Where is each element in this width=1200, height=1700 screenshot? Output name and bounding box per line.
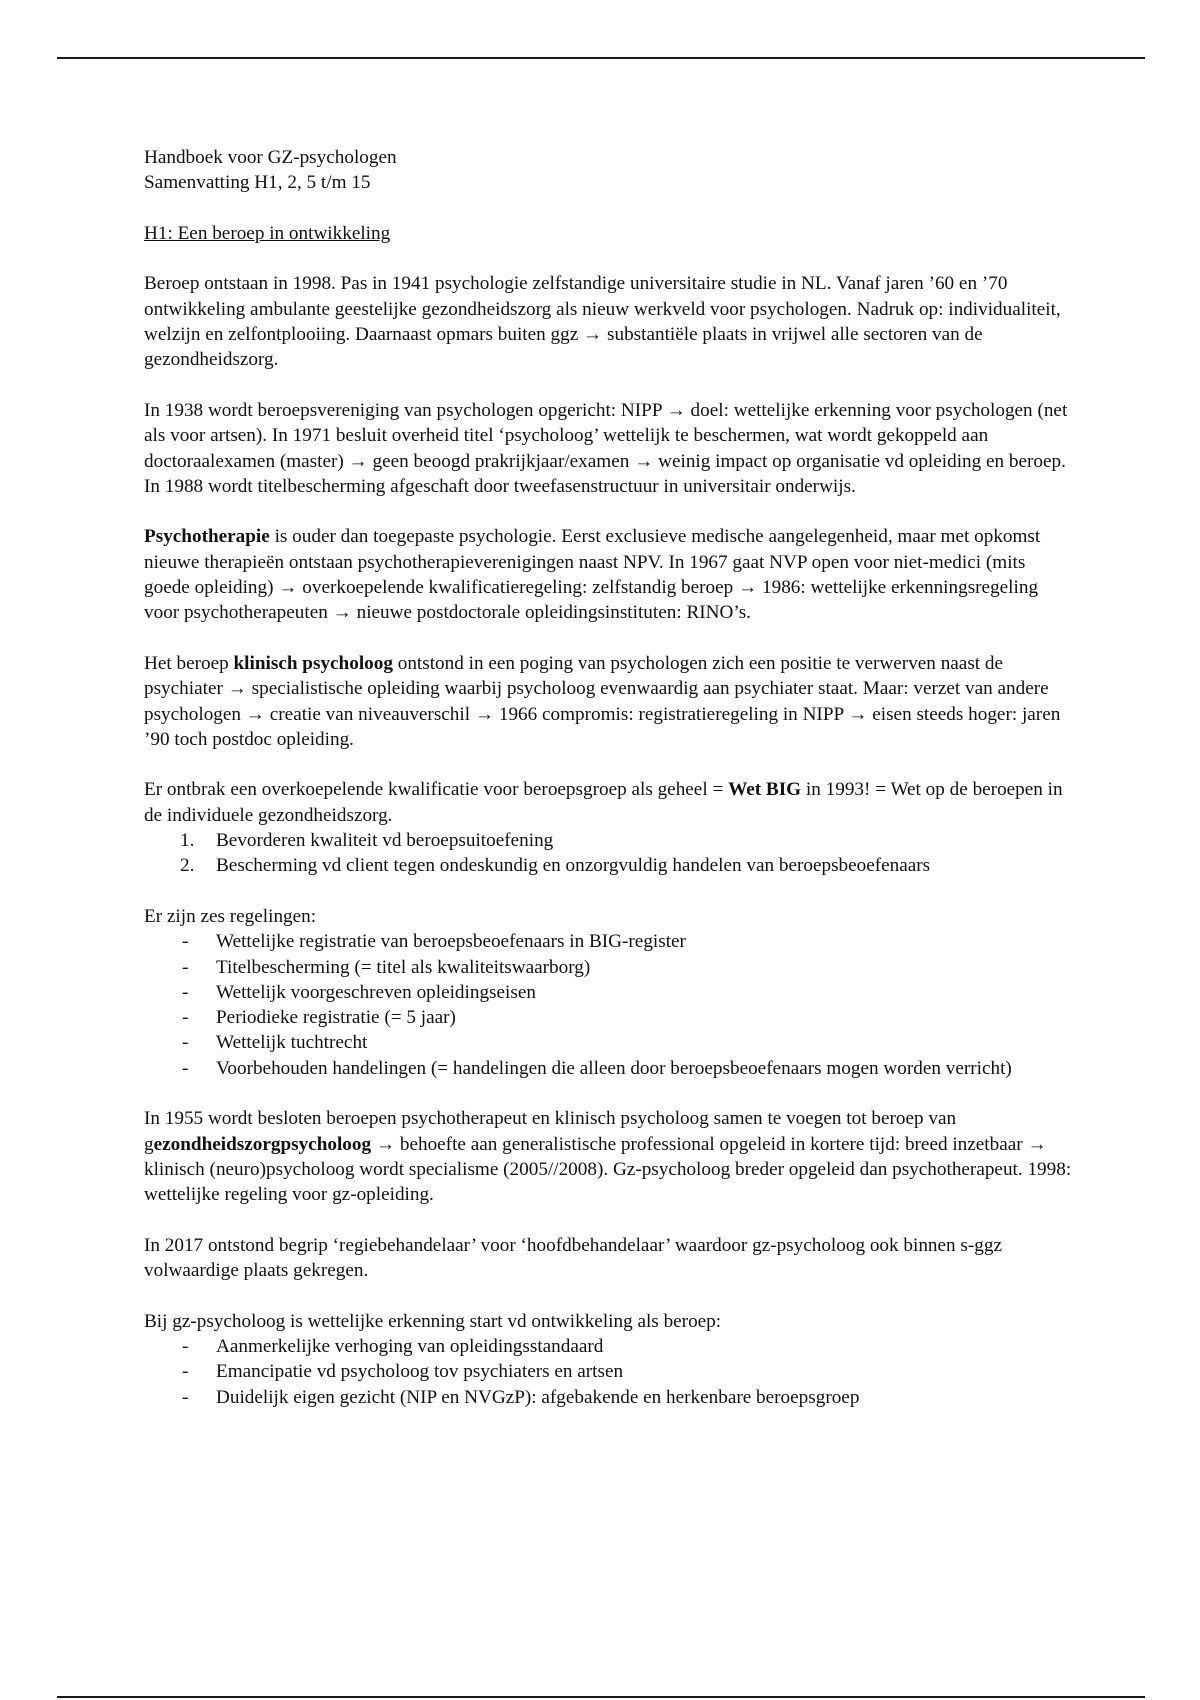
paragraph-klinisch-pre: Het beroep: [144, 652, 234, 674]
regelingen-list: [144, 929, 1074, 1081]
term-gezondheidszorgpsycholoog: ezondheidszorgpsycholoog: [153, 1133, 372, 1155]
list-dash: -: [182, 1386, 189, 1408]
paragraph-regelingen-intro: Er zijn zes regelingen:: [144, 905, 317, 927]
list-item-text: Wettelijk tuchtrecht: [216, 1032, 368, 1054]
list-item: [144, 853, 1074, 878]
list-dash: -: [182, 1032, 189, 1054]
page-top-rule: [57, 57, 1145, 59]
list-item: [144, 828, 1074, 853]
paragraph-gz-text: → behoefte aan generalistische professional opgeleid in kortere tijd: breed inzetbaar → klinisch (neuro)psycholoog wordt specialisme (2005//2008). Gz-psycholoog breder opgeleid dan psychotherapeut. 1998: wettelijke regeling voor gz-opleiding.: [144, 1133, 1072, 1206]
paragraph-regiebehandelaar: In 2017 ontstond begrip ‘regiebehandelaar’ voor ‘hoofdbehandelaar’ waardoor gz-psycholoog ook binnen s-ggz volwaardige plaats gekregen.: [144, 1234, 1002, 1282]
list-item-text: Aanmerkelijke verhoging van opleidingsstandaard: [216, 1335, 604, 1357]
list-item-text: Emancipatie vd psycholoog tov psychiaters en artsen: [216, 1361, 624, 1383]
list-dash: -: [182, 1361, 189, 1383]
term-wet-big: Wet BIG: [728, 779, 802, 801]
list-item: [144, 1030, 1074, 1055]
paragraph-erkenning-intro: Bij gz-psycholoog is wettelijke erkenning start vd ontwikkeling als beroep:: [144, 1310, 722, 1332]
document-body: [144, 145, 1074, 1410]
list-item-text: Bevorderen kwaliteit vd beroepsuitoefening: [216, 830, 554, 852]
list-item: [144, 1359, 1074, 1384]
doc-title-line2: Samenvatting H1, 2, 5 t/m 15: [144, 172, 371, 194]
list-item-text: Wettelijke registratie van beroepsbeoefenaars in BIG-register: [216, 931, 686, 953]
list-dash: -: [182, 1335, 189, 1357]
paragraph-wet-big: [144, 777, 1074, 828]
list-item-text: Bescherming vd client tegen ondeskundig en onzorgvuldig handelen van beroepsbeoefenaars: [216, 855, 931, 877]
list-item: [144, 980, 1074, 1005]
list-dash: -: [182, 956, 189, 978]
list-dash: -: [182, 1007, 189, 1029]
list-item-text: Wettelijk voorgeschreven opleidingseisen: [216, 981, 536, 1003]
paragraph-psychotherapie-text: is ouder dan toegepaste psychologie. Eerst exclusieve medische aangelegenheid, maar met opkomst nieuwe therapieën ontstaan psychotherapieverenigingen naast NPV. In 1967 gaat NVP open voor niet-medici (mits goede opleiding) → overkoepelende kwalificatieregeling: zelfstandig beroep → 1986: wettelijke erkenningsregeling voor psychotherapeuten → nieuwe postdoctorale opleidingsinstituten: RINO’s.: [144, 526, 1041, 624]
list-dash: -: [182, 931, 189, 953]
list-dash: -: [182, 981, 189, 1003]
list-item-text: Periodieke registratie (= 5 jaar): [216, 1007, 456, 1029]
paragraph-wet-big-pre: Er ontbrak een overkoepelende kwalificatie voor beroepsgroep als geheel =: [144, 779, 729, 801]
list-item-text: Voorbehouden handelingen (= handelingen die alleen door beroepsbeoefenaars mogen worden verricht): [216, 1057, 1012, 1079]
page-bottom-rule: [57, 1696, 1145, 1698]
paragraph-origin: Beroep ontstaan in 1998. Pas in 1941 psychologie zelfstandige universitaire studie in NL. Vanaf jaren ’60 en ’70 ontwikkeling ambulante geestelijke gezondheidszorg als nieuw werkveld voor psychologen. Nadruk op: individualiteit, welzijn en zelfontplooiing. Daarnaast opmars buiten ggz → substantiële plaats in vrijwel alle sectoren van de gezondheidszorg.: [144, 273, 1061, 371]
paragraph-nipp: In 1938 wordt beroepsvereniging van psychologen opgericht: NIPP → doel: wettelijke erkenning voor psychologen (net als voor artsen). In 1971 besluit overheid titel ‘psycholoog’ wettelijk te beschermen, wat wordt gekoppeld aan doctoraalexamen (master) → geen beoogd prakrijkjaar/examen → weinig impact op organisatie vd opleiding en beroep. In 1988 wordt titelbescherming afgeschaft door tweefasenstructuur in universitair onderwijs.: [144, 399, 1068, 497]
list-item: [144, 1005, 1074, 1030]
paragraph-psychotherapie: [144, 524, 1074, 625]
list-item: [144, 929, 1074, 954]
term-psychotherapie: Psychotherapie: [144, 526, 270, 548]
paragraph-gz-psycholoog: [144, 1106, 1074, 1207]
paragraph-klinisch-text: ontstond in een poging van psychologen zich een positie te verwerven naast de psychiater → specialistische opleiding waarbij psycholoog evenwaardig aan psychiater staat. Maar: verzet van andere psychologen → creatie van niveauverschil → 1966 compromis: registratieregeling in NIPP → eisen steeds hoger: jaren ’90 toch postdoc opleiding.: [144, 652, 1061, 750]
list-item: [144, 1056, 1074, 1081]
wet-big-goals-list: [144, 828, 1074, 879]
paragraph-klinisch-psycholoog: [144, 651, 1074, 752]
list-item: [144, 1385, 1074, 1410]
list-item: [144, 1334, 1074, 1359]
paragraph-wet-big-text: in 1993! = Wet op de beroepen in de individuele gezondheidszorg.: [144, 779, 1063, 826]
list-number: 2.: [180, 855, 195, 877]
doc-title-line1: Handboek voor GZ-psychologen: [144, 147, 397, 168]
term-klinisch-psycholoog: klinisch psycholoog: [233, 652, 393, 674]
list-number: 1.: [180, 830, 195, 852]
paragraph-gz-pre: In 1955 wordt besloten beroepen psychotherapeut en klinisch psycholoog samen te voegen tot beroep van g: [144, 1108, 957, 1155]
list-item-text: Duidelijk eigen gezicht (NIP en NVGzP): afgebakende en herkenbare beroepsgroep: [216, 1386, 860, 1408]
section-heading-h1: H1: Een beroep in ontwikkeling: [144, 222, 391, 244]
list-dash: -: [182, 1057, 189, 1079]
list-item: [144, 955, 1074, 980]
list-item-text: Titelbescherming (= titel als kwaliteitswaarborg): [216, 956, 591, 978]
erkenning-list: [144, 1334, 1074, 1410]
